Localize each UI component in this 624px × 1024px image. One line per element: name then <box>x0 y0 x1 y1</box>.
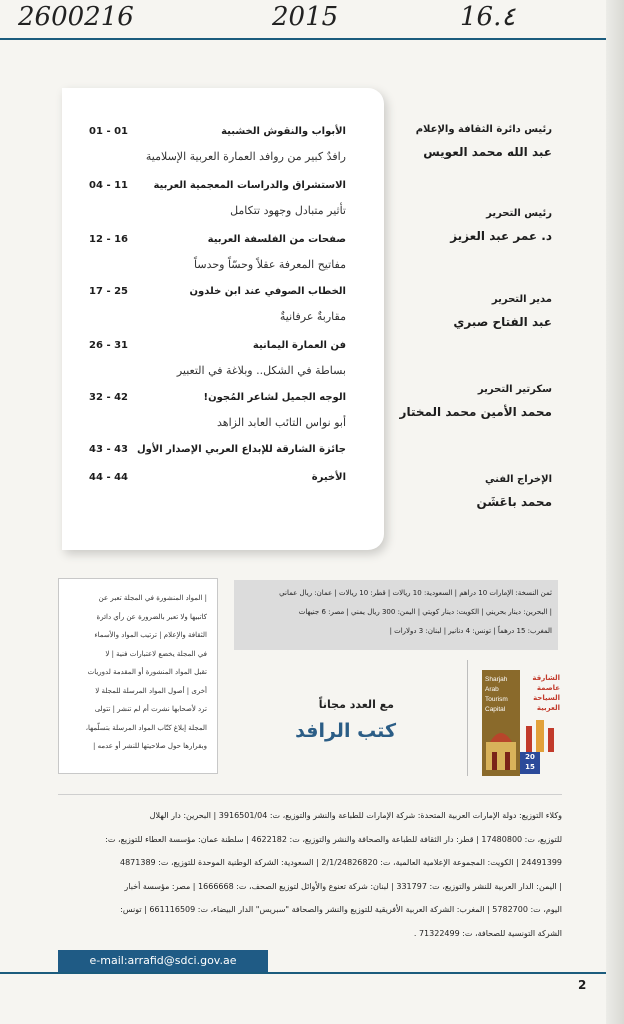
toc-pages: 17 - 25 <box>89 286 128 297</box>
toc-subtitle: بساطة في الشكل.. وبلاغة في التعبير <box>176 364 346 377</box>
disclaimer-line: تقبل المواد المنشورة أو المقدمة لدوريات <box>87 668 207 676</box>
logo-towers-icon <box>522 718 560 752</box>
disclaimer-line: ترد لأصحابها نشرت أم لم تنشر | تتولى <box>94 705 207 713</box>
sharjah-tourism-logo <box>482 670 560 776</box>
toc-pages: 04 - 11 <box>89 180 128 191</box>
distribution-line: 24491399 | الكويت: المجموعة الإعلامية العالمية، ت: 2/1/24826820 | السعودية: الشركة الوطنية الموحدة للتوزيع، ت: 4871389 <box>120 858 562 867</box>
disclaimer-line: أخرى | أصول المواد المرسلة للمجلة لا <box>95 686 207 695</box>
staff-entry <box>352 474 552 509</box>
disclaimer-box <box>58 578 218 774</box>
staff-entry <box>352 208 552 243</box>
toc-subtitle: أبو نواس التائب العابد الزاهد <box>217 416 346 429</box>
prices-box <box>234 580 558 650</box>
logo-year <box>520 752 540 774</box>
distribution-agents <box>58 804 562 945</box>
handwritten-year: 2015 <box>272 2 339 32</box>
staff-entry <box>352 384 552 419</box>
staff-role: الإخراج الفني <box>485 474 552 485</box>
logo-year-bottom: 15 <box>525 763 535 771</box>
contents-card <box>62 88 384 550</box>
staff-role: مدير التحرير <box>491 294 552 305</box>
staff-role: رئيس التحرير <box>486 208 552 219</box>
logo-text-en: Capital <box>485 706 506 713</box>
distribution-line: | اليمن: الدار العربية للنشر والتوزيع، ت: 331797 | لبنان: شركة تعنوع والأوائل لتوزيع الصحف، ت: 1666668 | مصر: مؤسسة أخبار <box>124 881 562 891</box>
toc-title: الأخيرة <box>311 472 346 483</box>
price-line: ثمن النسخة: الإمارات 10 دراهم | السعودية: 10 ريالات | قطر: 10 ريالات | عمان: ريال عماني <box>279 589 552 597</box>
distribution-line: وكلاء التوزيع: دولة الإمارات العربية المتحدة: شركة الإمارات للطباعة والنشر والتوزيع، ت: 3916501/04 | البحرين: دار الهلال <box>149 811 562 820</box>
logo-text-ar: العربية <box>536 704 560 712</box>
toc-pages: 12 - 16 <box>89 234 128 245</box>
toc-title: الخطاب الصوفي عند ابن خلدون <box>189 286 346 297</box>
staff-entry <box>352 124 552 159</box>
price-line: المغرب: 15 درهماً | تونس: 4 دنانير | لبنان: 3 دولارات | <box>389 627 552 635</box>
staff-name: محمد باعَشَن <box>476 495 552 509</box>
staff-name: د. عمر عبد العزيز <box>450 229 552 243</box>
toc-title: الأبواب والنقوش الخشبية <box>221 126 346 137</box>
disclaimer-line: | المواد المنشورة في المجلة تعبر عن <box>98 594 207 602</box>
distribution-line: الشركة التونسية للصحافة، ت: 71322499 . <box>413 928 562 938</box>
logo-text-ar: السياحة <box>533 694 560 702</box>
disclaimer-line: الثقافة والإعلام | ترتيب المواد والأسماء <box>94 631 207 639</box>
staff-role: سكرتير التحرير <box>477 384 552 395</box>
divider <box>467 660 468 776</box>
logo-text-ar: الشارقة <box>532 674 560 682</box>
toc-subtitle: مقاربةٌ عرفانيةٌ <box>279 310 346 323</box>
staff-name: عبد الفتاح صبري <box>453 315 552 329</box>
staff-entry <box>352 294 552 329</box>
logo-text-en: Tourism <box>485 696 508 703</box>
top-rule <box>0 38 606 40</box>
disclaimer-line: وبقرارها حول صلاحيتها للنشر أو عدمه | <box>93 742 207 750</box>
section-rule <box>58 794 562 795</box>
disclaimer-line: المجلة إبلاغ كتّاب المواد المرسلة بتسلّمها، <box>85 723 207 732</box>
disclaimer-line: كاتبيها ولا تعبر بالضرورة عن رأي دائرة <box>96 612 207 621</box>
distribution-line: اليوم، ت: 5782700 | المغرب: الشركة العربية الأفريقية للتوزيع والنشر والصحافة "سبريس" الدار البيضاء، ت: 661116509 | تونس: <box>120 905 562 914</box>
bonus-title: كتب الرافد <box>295 720 396 742</box>
toc-title: الوجه الجميل لشاعر المُجون! <box>203 392 346 403</box>
toc-pages: 32 - 42 <box>89 392 128 403</box>
staff-role: رئيس دائرة الثقافة والإعلام <box>415 124 552 135</box>
bonus-caption: مع العدد مجاناً <box>318 698 394 711</box>
staff-name: محمد الأمين محمد المختار <box>399 405 552 419</box>
toc-title: صفحات من الفلسفة العربية <box>207 234 346 245</box>
toc-title: جائزة الشارقة للإبداع العربي الإصدار الأول <box>136 444 346 455</box>
handwritten-issue: 16.٤ <box>460 2 516 32</box>
price-line: | البحرين: دينار بحريني | الكويت: دينار كويتي | اليمن: 300 ريال يمني | مصر: 6 جنيهات <box>298 608 552 616</box>
toc-subtitle: رافدٌ كبير من روافد العمارة العربية الإسلامية <box>145 150 346 163</box>
logo-year-top: 20 <box>525 753 535 761</box>
distribution-line: للتوزيع، ت: 17480800 | قطر: دار الثقافة للطباعة والصحافة والنشر والتوزيع، ت: 4622182 | سلطنة عمان: مؤسسة العطاء للتوزيع، ت: <box>105 834 562 844</box>
logo-text-en: Sharjah <box>485 676 508 683</box>
logo-text-en: Arab <box>485 686 499 693</box>
toc-pages: 26 - 31 <box>89 340 128 351</box>
logo-text-ar: عاصمة <box>536 684 560 692</box>
handwritten-number: 2600216 <box>18 2 134 32</box>
toc-pages: 44 - 44 <box>89 472 128 483</box>
toc-subtitle: تأثير متبادل وجهود تتكامل <box>230 204 346 217</box>
bottom-rule <box>0 972 606 974</box>
toc-title: فن العمارة اليمانية <box>252 340 346 351</box>
page-number: 2 <box>578 978 587 992</box>
disclaimer-line: في المجلة يخضع لاعتبارات فنية | لا <box>105 649 207 658</box>
email-bar: e-mail:arrafid@sdci.gov.ae <box>58 950 268 972</box>
toc-pages: 43 - 43 <box>89 444 128 455</box>
staff-name: عبد الله محمد العويس <box>423 145 552 159</box>
logo-emblem-icon <box>484 722 518 772</box>
toc-pages: 01 - 01 <box>89 126 128 137</box>
toc-subtitle: مفاتيح المعرفة عقلاً وحسّاً وحدساً <box>194 258 346 271</box>
toc-title: الاستشراق والدراسات المعجمية العربية <box>153 180 346 191</box>
logo-panel <box>482 670 520 776</box>
page-edge <box>606 0 624 1024</box>
